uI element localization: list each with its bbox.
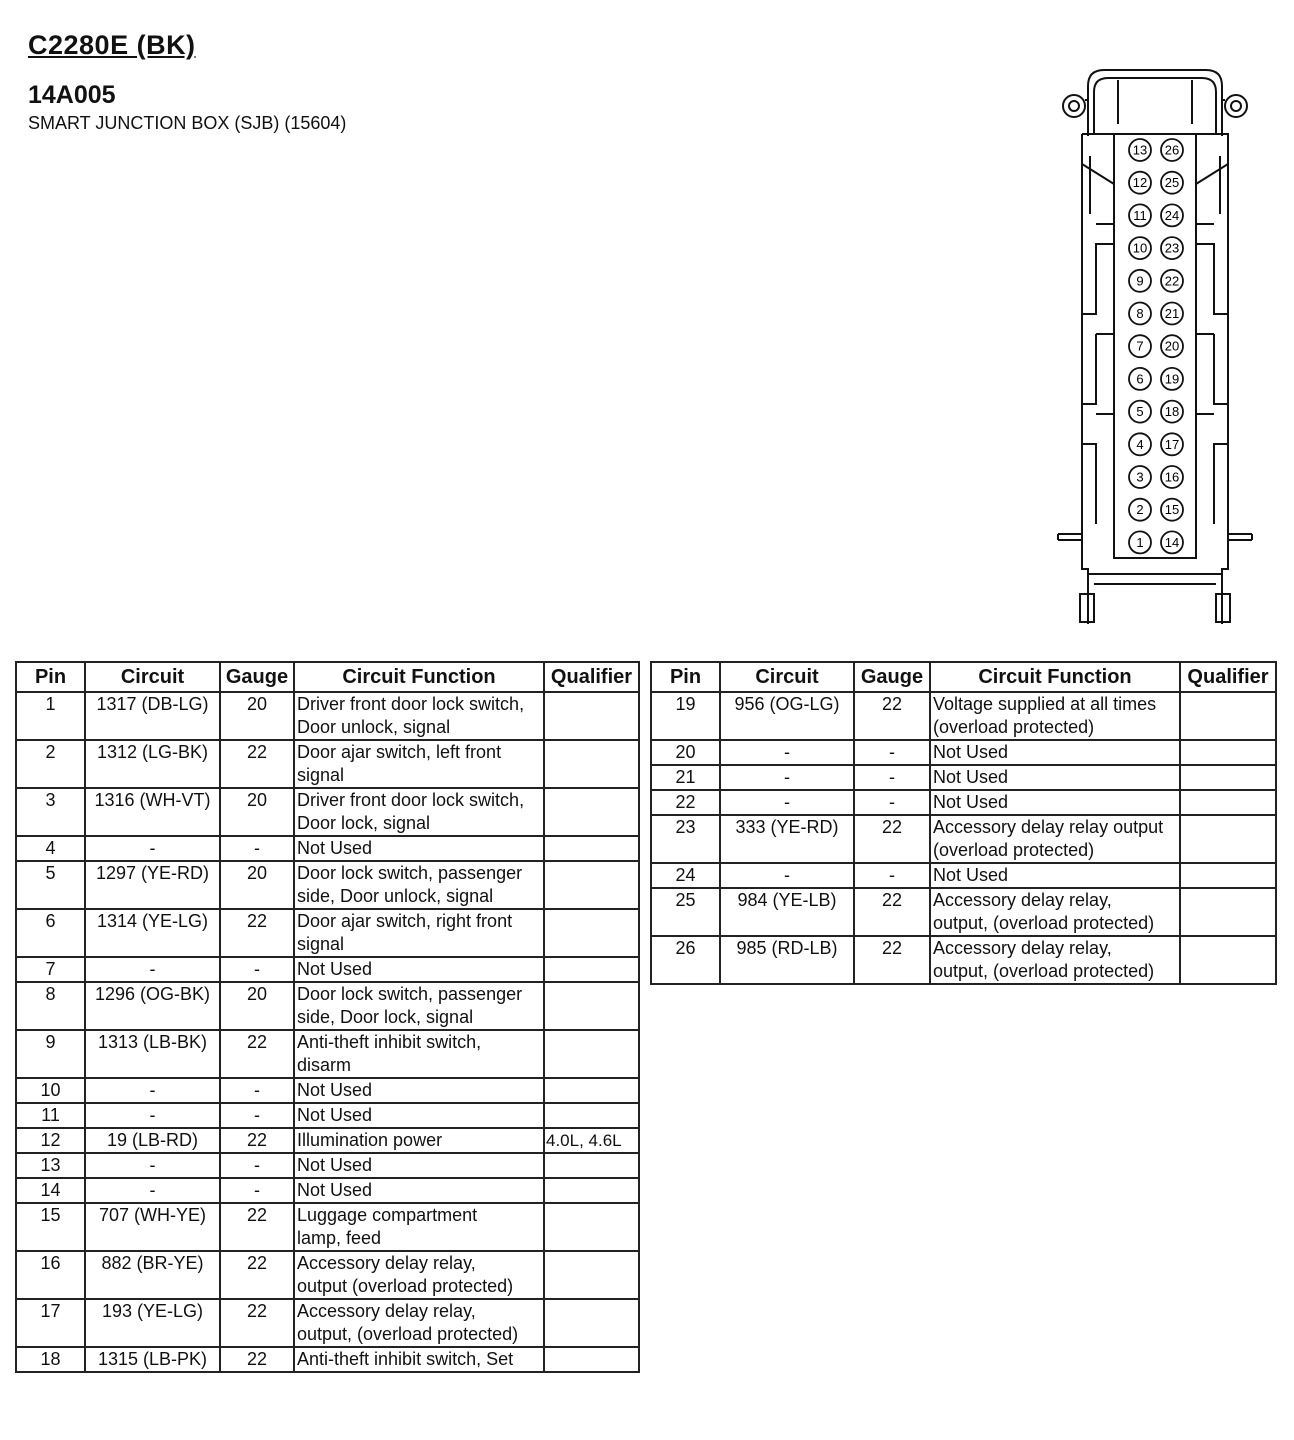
circuit-function-cell: [294, 1251, 544, 1299]
table-row: [16, 982, 639, 1030]
circuit-cell: 984 (YE-LB): [720, 888, 854, 936]
qualifier-cell: [544, 1347, 639, 1372]
pin-number-label: 15: [1164, 502, 1180, 518]
qualifier-cell: [1180, 863, 1276, 888]
qualifier-cell: [544, 788, 639, 836]
qualifier-cell: [1180, 765, 1276, 790]
gauge-cell: -: [220, 957, 294, 982]
function-line-1: Anti-theft inhibit switch, Set: [297, 1349, 514, 1369]
circuit-cell: 1314 (YE-LG): [85, 909, 220, 957]
gauge-cell: 22: [220, 1030, 294, 1078]
qualifier-cell: [544, 1078, 639, 1103]
table-row: [651, 863, 1276, 888]
qualifier-cell: [544, 1153, 639, 1178]
table-row: [16, 1299, 639, 1347]
table-row: [16, 1103, 639, 1128]
pin-cell: 15: [16, 1203, 85, 1251]
gauge-cell: -: [220, 1078, 294, 1103]
function-line-1: Voltage supplied at all times: [933, 694, 1157, 714]
pin-cell: 22: [651, 790, 720, 815]
table-row: [651, 740, 1276, 765]
pin-cell: 5: [16, 861, 85, 909]
pin-cell: 20: [651, 740, 720, 765]
circuit-function-cell: [294, 740, 544, 788]
column-header-circuit: Circuit: [720, 662, 854, 692]
column-header-circuit-function: Circuit Function: [930, 662, 1180, 692]
qualifier-cell: [544, 861, 639, 909]
function-line-1: Not Used: [297, 1080, 373, 1100]
table-row: [651, 888, 1276, 936]
table-row: [16, 957, 639, 982]
gauge-cell: -: [220, 1178, 294, 1203]
gauge-cell: -: [854, 790, 930, 815]
gauge-cell: 20: [220, 788, 294, 836]
pin-number-label: 17: [1164, 436, 1180, 452]
qualifier-cell: [1180, 692, 1276, 740]
circuit-function-cell: [294, 1178, 544, 1203]
circuit-function-cell: [930, 790, 1180, 815]
column-header-circuit-function: Circuit Function: [294, 662, 544, 692]
circuit-function-cell: [294, 909, 544, 957]
pin-number-label: 20: [1164, 338, 1180, 354]
pin-number-label: 8: [1136, 306, 1144, 321]
pin-number-label: 19: [1164, 371, 1180, 387]
function-line-1: Door ajar switch, left front: [297, 742, 502, 762]
circuit-cell: -: [720, 740, 854, 765]
function-line-1: Door ajar switch, right front: [297, 911, 513, 931]
pin-cell: 8: [16, 982, 85, 1030]
function-line-1: Driver front door lock switch,: [297, 790, 525, 810]
circuit-function-cell: [930, 765, 1180, 790]
table-row: [16, 1251, 639, 1299]
circuit-function-cell: [294, 1078, 544, 1103]
table-row: [16, 861, 639, 909]
qualifier-cell: [544, 1299, 639, 1347]
function-line-1: Door lock switch, passenger: [297, 863, 523, 883]
gauge-cell: 22: [854, 815, 930, 863]
gauge-cell: -: [220, 1103, 294, 1128]
table-row: [16, 1128, 639, 1153]
circuit-cell: 1312 (LG-BK): [85, 740, 220, 788]
pin-number-label: 1: [1136, 534, 1144, 550]
pin-number-label: 4: [1136, 436, 1144, 452]
qualifier-cell: [1180, 740, 1276, 765]
pin-number-label: 24: [1164, 207, 1180, 223]
pin-cell: 21: [651, 765, 720, 790]
column-header-qualifier: Qualifier: [544, 662, 639, 692]
function-line-1: Accessory delay relay,: [297, 1253, 476, 1273]
function-line-2: side, Door lock, signal: [297, 1007, 474, 1027]
table-row: [16, 1030, 639, 1078]
function-line-1: Not Used: [297, 959, 373, 979]
pin-number-label: 2: [1136, 502, 1144, 518]
table-row: [16, 1203, 639, 1251]
circuit-function-cell: [930, 692, 1180, 740]
gauge-cell: -: [220, 1153, 294, 1178]
circuit-cell: 333 (YE-RD): [720, 815, 854, 863]
function-line-2: side, Door unlock, signal: [297, 886, 494, 906]
circuit-cell: -: [85, 1153, 220, 1178]
pin-cell: 25: [651, 888, 720, 936]
pin-cell: 7: [16, 957, 85, 982]
pin-number-label: 11: [1133, 207, 1147, 223]
circuit-cell: -: [720, 863, 854, 888]
circuit-cell: 1317 (DB-LG): [85, 692, 220, 740]
column-header-circuit: Circuit: [85, 662, 220, 692]
table-row: [651, 815, 1276, 863]
circuit-function-cell: [294, 861, 544, 909]
table-row: [651, 936, 1276, 984]
pin-number-label: 14: [1164, 534, 1180, 550]
connector-face-diagram: [1050, 64, 1260, 626]
circuit-cell: -: [85, 1078, 220, 1103]
table-row: [16, 1153, 639, 1178]
circuit-cell: 985 (RD-LB): [720, 936, 854, 984]
circuit-cell: 1296 (OG-BK): [85, 982, 220, 1030]
pin-cell: 3: [16, 788, 85, 836]
qualifier-cell: [544, 740, 639, 788]
gauge-cell: 22: [220, 740, 294, 788]
function-line-1: Not Used: [933, 742, 1009, 762]
qualifier-cell: [1180, 815, 1276, 863]
pin-number-label: 5: [1136, 404, 1144, 420]
column-header-pin: Pin: [16, 662, 85, 692]
function-line-2: signal: [297, 765, 345, 785]
pin-number-label: 9: [1136, 273, 1144, 289]
qualifier-cell: [544, 1103, 639, 1128]
gauge-cell: 22: [854, 692, 930, 740]
circuit-function-cell: [930, 936, 1180, 984]
gauge-cell: 22: [220, 909, 294, 957]
function-line-1: Accessory delay relay output: [933, 817, 1164, 837]
function-line-2: (overload protected): [933, 717, 1095, 737]
function-line-1: Not Used: [933, 767, 1009, 787]
pin-number-label: 10: [1132, 240, 1148, 256]
circuit-cell: 707 (WH-YE): [85, 1203, 220, 1251]
pin-table-right: [650, 661, 1277, 985]
pin-cell: 14: [16, 1178, 85, 1203]
function-line-1: Not Used: [933, 792, 1009, 812]
pin-number-label: 26: [1164, 142, 1180, 158]
circuit-cell: -: [85, 1103, 220, 1128]
column-header-gauge: Gauge: [854, 662, 930, 692]
circuit-function-cell: [294, 957, 544, 982]
function-line-2: output, (overload protected): [933, 961, 1155, 981]
gauge-cell: -: [854, 863, 930, 888]
gauge-cell: 20: [220, 692, 294, 740]
gauge-cell: 22: [220, 1251, 294, 1299]
pin-number-label: 13: [1132, 142, 1148, 158]
function-line-2: lamp, feed: [297, 1228, 382, 1248]
function-line-1: Not Used: [297, 1155, 373, 1175]
column-header-qualifier: Qualifier: [1180, 662, 1276, 692]
circuit-function-cell: [294, 788, 544, 836]
circuit-cell: -: [720, 790, 854, 815]
qualifier-cell: [544, 957, 639, 982]
pin-cell: 23: [651, 815, 720, 863]
qualifier-cell: [544, 1251, 639, 1299]
circuit-cell: -: [720, 765, 854, 790]
gauge-cell: -: [220, 836, 294, 861]
circuit-cell: -: [85, 957, 220, 982]
circuit-cell: 882 (BR-YE): [85, 1251, 220, 1299]
pin-cell: 11: [16, 1103, 85, 1128]
pin-cell: 26: [651, 936, 720, 984]
table-row: [16, 1347, 639, 1372]
circuit-function-cell: [294, 1203, 544, 1251]
gauge-cell: -: [854, 765, 930, 790]
function-line-2: output, (overload protected): [297, 1324, 519, 1344]
circuit-cell: 1316 (WH-VT): [85, 788, 220, 836]
function-line-2: output (overload protected): [297, 1276, 514, 1296]
gauge-cell: 22: [220, 1203, 294, 1251]
gauge-cell: 22: [854, 888, 930, 936]
function-line-2: (overload protected): [933, 840, 1095, 860]
qualifier-cell: [544, 836, 639, 861]
pin-cell: 24: [651, 863, 720, 888]
function-line-1: Accessory delay relay,: [933, 890, 1112, 910]
gauge-cell: 20: [220, 982, 294, 1030]
gauge-cell: 22: [220, 1128, 294, 1153]
pin-number-label: 7: [1136, 338, 1144, 354]
circuit-function-cell: [294, 1103, 544, 1128]
pin-table-left: [15, 661, 640, 1373]
circuit-cell: 1315 (LB-PK): [85, 1347, 220, 1372]
pin-number-label: 12: [1132, 175, 1148, 191]
qualifier-cell: [544, 982, 639, 1030]
table-row: [651, 790, 1276, 815]
function-line-1: Illumination power: [297, 1130, 443, 1150]
circuit-function-cell: [294, 982, 544, 1030]
circuit-function-cell: [294, 836, 544, 861]
pin-cell: 2: [16, 740, 85, 788]
pin-number-label: 6: [1136, 371, 1144, 387]
table-row: [16, 909, 639, 957]
function-line-1: Door lock switch, passenger: [297, 984, 523, 1004]
gauge-cell: -: [854, 740, 930, 765]
function-line-1: Luggage compartment: [297, 1205, 478, 1225]
part-number: 14A005: [28, 81, 116, 109]
circuit-function-cell: [930, 863, 1180, 888]
table-row: [651, 765, 1276, 790]
function-line-2: disarm: [297, 1055, 352, 1075]
gauge-cell: 22: [220, 1347, 294, 1372]
table-row: [16, 1078, 639, 1103]
pin-cell: 16: [16, 1251, 85, 1299]
circuit-cell: 193 (YE-LG): [85, 1299, 220, 1347]
table-row: [16, 788, 639, 836]
qualifier-cell: [1180, 790, 1276, 815]
gauge-cell: 22: [220, 1299, 294, 1347]
circuit-function-cell: [930, 888, 1180, 936]
qualifier-cell: [544, 909, 639, 957]
column-header-pin: Pin: [651, 662, 720, 692]
circuit-cell: -: [85, 836, 220, 861]
circuit-function-cell: [294, 692, 544, 740]
function-line-2: output, (overload protected): [933, 913, 1155, 933]
pin-cell: 1: [16, 692, 85, 740]
gauge-cell: 20: [220, 861, 294, 909]
circuit-function-cell: [294, 1030, 544, 1078]
function-line-1: Not Used: [297, 838, 373, 858]
function-line-1: Not Used: [933, 865, 1009, 885]
qualifier-cell: [1180, 936, 1276, 984]
pin-number-label: 18: [1164, 404, 1180, 420]
circuit-function-cell: [930, 740, 1180, 765]
pin-number-label: 21: [1164, 306, 1180, 321]
circuit-function-cell: [294, 1128, 544, 1153]
pin-number-label: 25: [1164, 175, 1180, 191]
circuit-function-cell: [294, 1347, 544, 1372]
table-row: [16, 1178, 639, 1203]
part-description: SMART JUNCTION BOX (SJB) (15604): [28, 113, 347, 133]
pin-number-label: 23: [1164, 240, 1180, 256]
qualifier-cell: 4.0L, 4.6L: [544, 1128, 639, 1153]
pin-cell: 4: [16, 836, 85, 861]
circuit-cell: 1313 (LB-BK): [85, 1030, 220, 1078]
qualifier-cell: [544, 1178, 639, 1203]
pin-cell: 6: [16, 909, 85, 957]
gauge-cell: 22: [854, 936, 930, 984]
function-line-2: signal: [297, 934, 345, 954]
function-line-1: Anti-theft inhibit switch,: [297, 1032, 482, 1052]
column-header-gauge: Gauge: [220, 662, 294, 692]
pin-cell: 9: [16, 1030, 85, 1078]
pin-cell: 10: [16, 1078, 85, 1103]
pin-cell: 17: [16, 1299, 85, 1347]
function-line-1: Accessory delay relay,: [297, 1301, 476, 1321]
pin-cell: 18: [16, 1347, 85, 1372]
pin-number-label: 3: [1136, 469, 1144, 485]
function-line-2: Door lock, signal: [297, 813, 431, 833]
function-line-1: Accessory delay relay,: [933, 938, 1112, 958]
table-row: [651, 692, 1276, 740]
circuit-cell: -: [85, 1178, 220, 1203]
circuit-function-cell: [930, 815, 1180, 863]
pin-cell: 12: [16, 1128, 85, 1153]
table-row: [16, 836, 639, 861]
circuit-cell: 19 (LB-RD): [85, 1128, 220, 1153]
connector-title: C2280E (BK): [28, 30, 196, 60]
circuit-cell: 1297 (YE-RD): [85, 861, 220, 909]
qualifier-cell: [544, 1030, 639, 1078]
table-row: [16, 692, 639, 740]
qualifier-cell: [544, 1203, 639, 1251]
function-line-1: Driver front door lock switch,: [297, 694, 525, 714]
function-line-1: Not Used: [297, 1180, 373, 1200]
circuit-function-cell: [294, 1153, 544, 1178]
function-line-1: Not Used: [297, 1105, 373, 1125]
qualifier-cell: [544, 692, 639, 740]
circuit-function-cell: [294, 1299, 544, 1347]
pin-number-label: 16: [1164, 469, 1180, 485]
pin-cell: 13: [16, 1153, 85, 1178]
pin-cell: 19: [651, 692, 720, 740]
circuit-cell: 956 (OG-LG): [720, 692, 854, 740]
pin-number-label: 22: [1164, 273, 1180, 289]
qualifier-cell: [1180, 888, 1276, 936]
table-row: [16, 740, 639, 788]
function-line-2: Door unlock, signal: [297, 717, 451, 737]
